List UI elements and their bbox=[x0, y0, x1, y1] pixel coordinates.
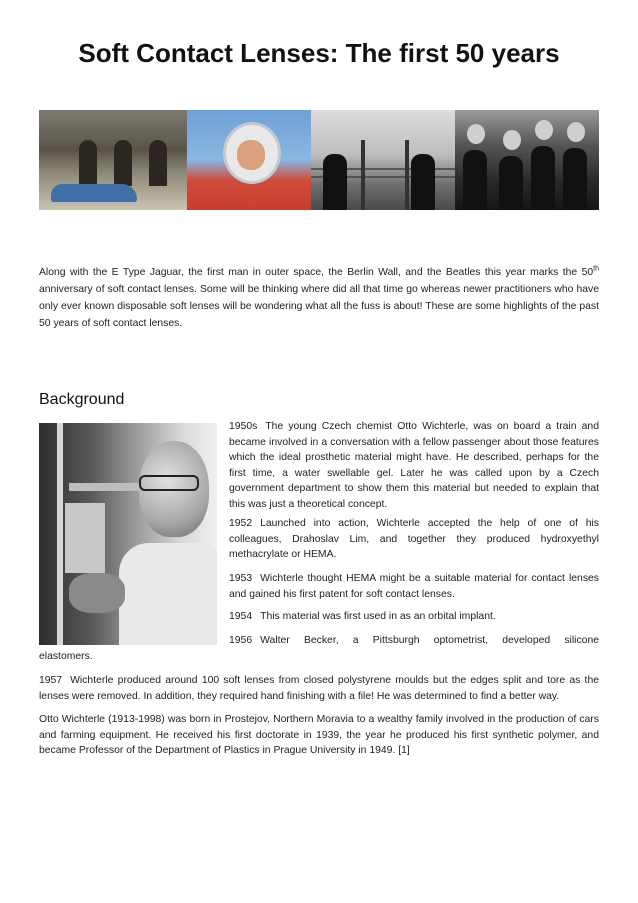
timeline-entry-1953: 1953 Wichterle thought HEMA might be a suitable material for contact lenses and gained his first patent for soft contact lenses. bbox=[229, 573, 599, 600]
page-title: Soft Contact Lenses: The first 50 years bbox=[78, 38, 560, 68]
cosmonaut-photo bbox=[187, 110, 311, 210]
timeline-entry-1956-continued: elastomers. bbox=[39, 651, 93, 662]
timeline-entry-1956: 1956 Walter Becker, a Pittsburgh optometrist, developed silicone bbox=[229, 635, 599, 646]
timeline-entry-1954: 1954 This material was first used in as an orbital implant. bbox=[229, 611, 496, 622]
intro-paragraph: Along with the E Type Jaguar, the first man in outer space, the Berlin Wall, and the Beatles this year marks the 50th anniversary of soft contact lenses. Some will be thinking where did all that time go whereas newer practitioners who have only ever known disposable soft lenses will be wondering what all the fuss is about! These are some highlights of the past 50 years of soft contact lenses. bbox=[39, 265, 599, 329]
bio-paragraph: Otto Wichterle (1913-1998) was born in Prostejov, Northern Moravia to a wealthy family involved in the production of cars and farming equipment. He received his first doctorate in 1939, the year he produced his first synthetic polymer, and became Professor of the Department of Plastics in Prague University in 1949. [1] bbox=[39, 714, 599, 756]
timeline-entry-1950s: 1950s The young Czech chemist Otto Wichterle, was on board a train and became involved in a conversation with a fellow passenger about those features which the ideal prosthetic material might have. He described, perhaps for the first time, a water swellable gel. Later he was called upon by a Czech government department to show them this material but needed to explain that this was just a theoretical concept. bbox=[229, 421, 599, 510]
beatles-photo bbox=[455, 110, 599, 210]
berlin-wall-photo bbox=[311, 110, 455, 210]
timeline-entry-1957: 1957 Wichterle produced around 100 soft lenses from closed polystyrene moulds but the edges split and tore as the lenses were removed. In addition, they required hand finishing with a file! He was determined to find a better way. bbox=[39, 675, 599, 702]
jaguar-castle-photo bbox=[39, 110, 187, 210]
timeline-entry-1952: 1952 Launched into action, Wichterle accepted the help of one of his colleagues, Drahoslav Lim, and together they produced hydroxyethyl methacrylate or HEMA. bbox=[229, 518, 599, 560]
otto-wichterle-portrait bbox=[39, 423, 217, 645]
header-photo-strip bbox=[39, 110, 599, 210]
section-heading-background: Background bbox=[39, 391, 125, 408]
